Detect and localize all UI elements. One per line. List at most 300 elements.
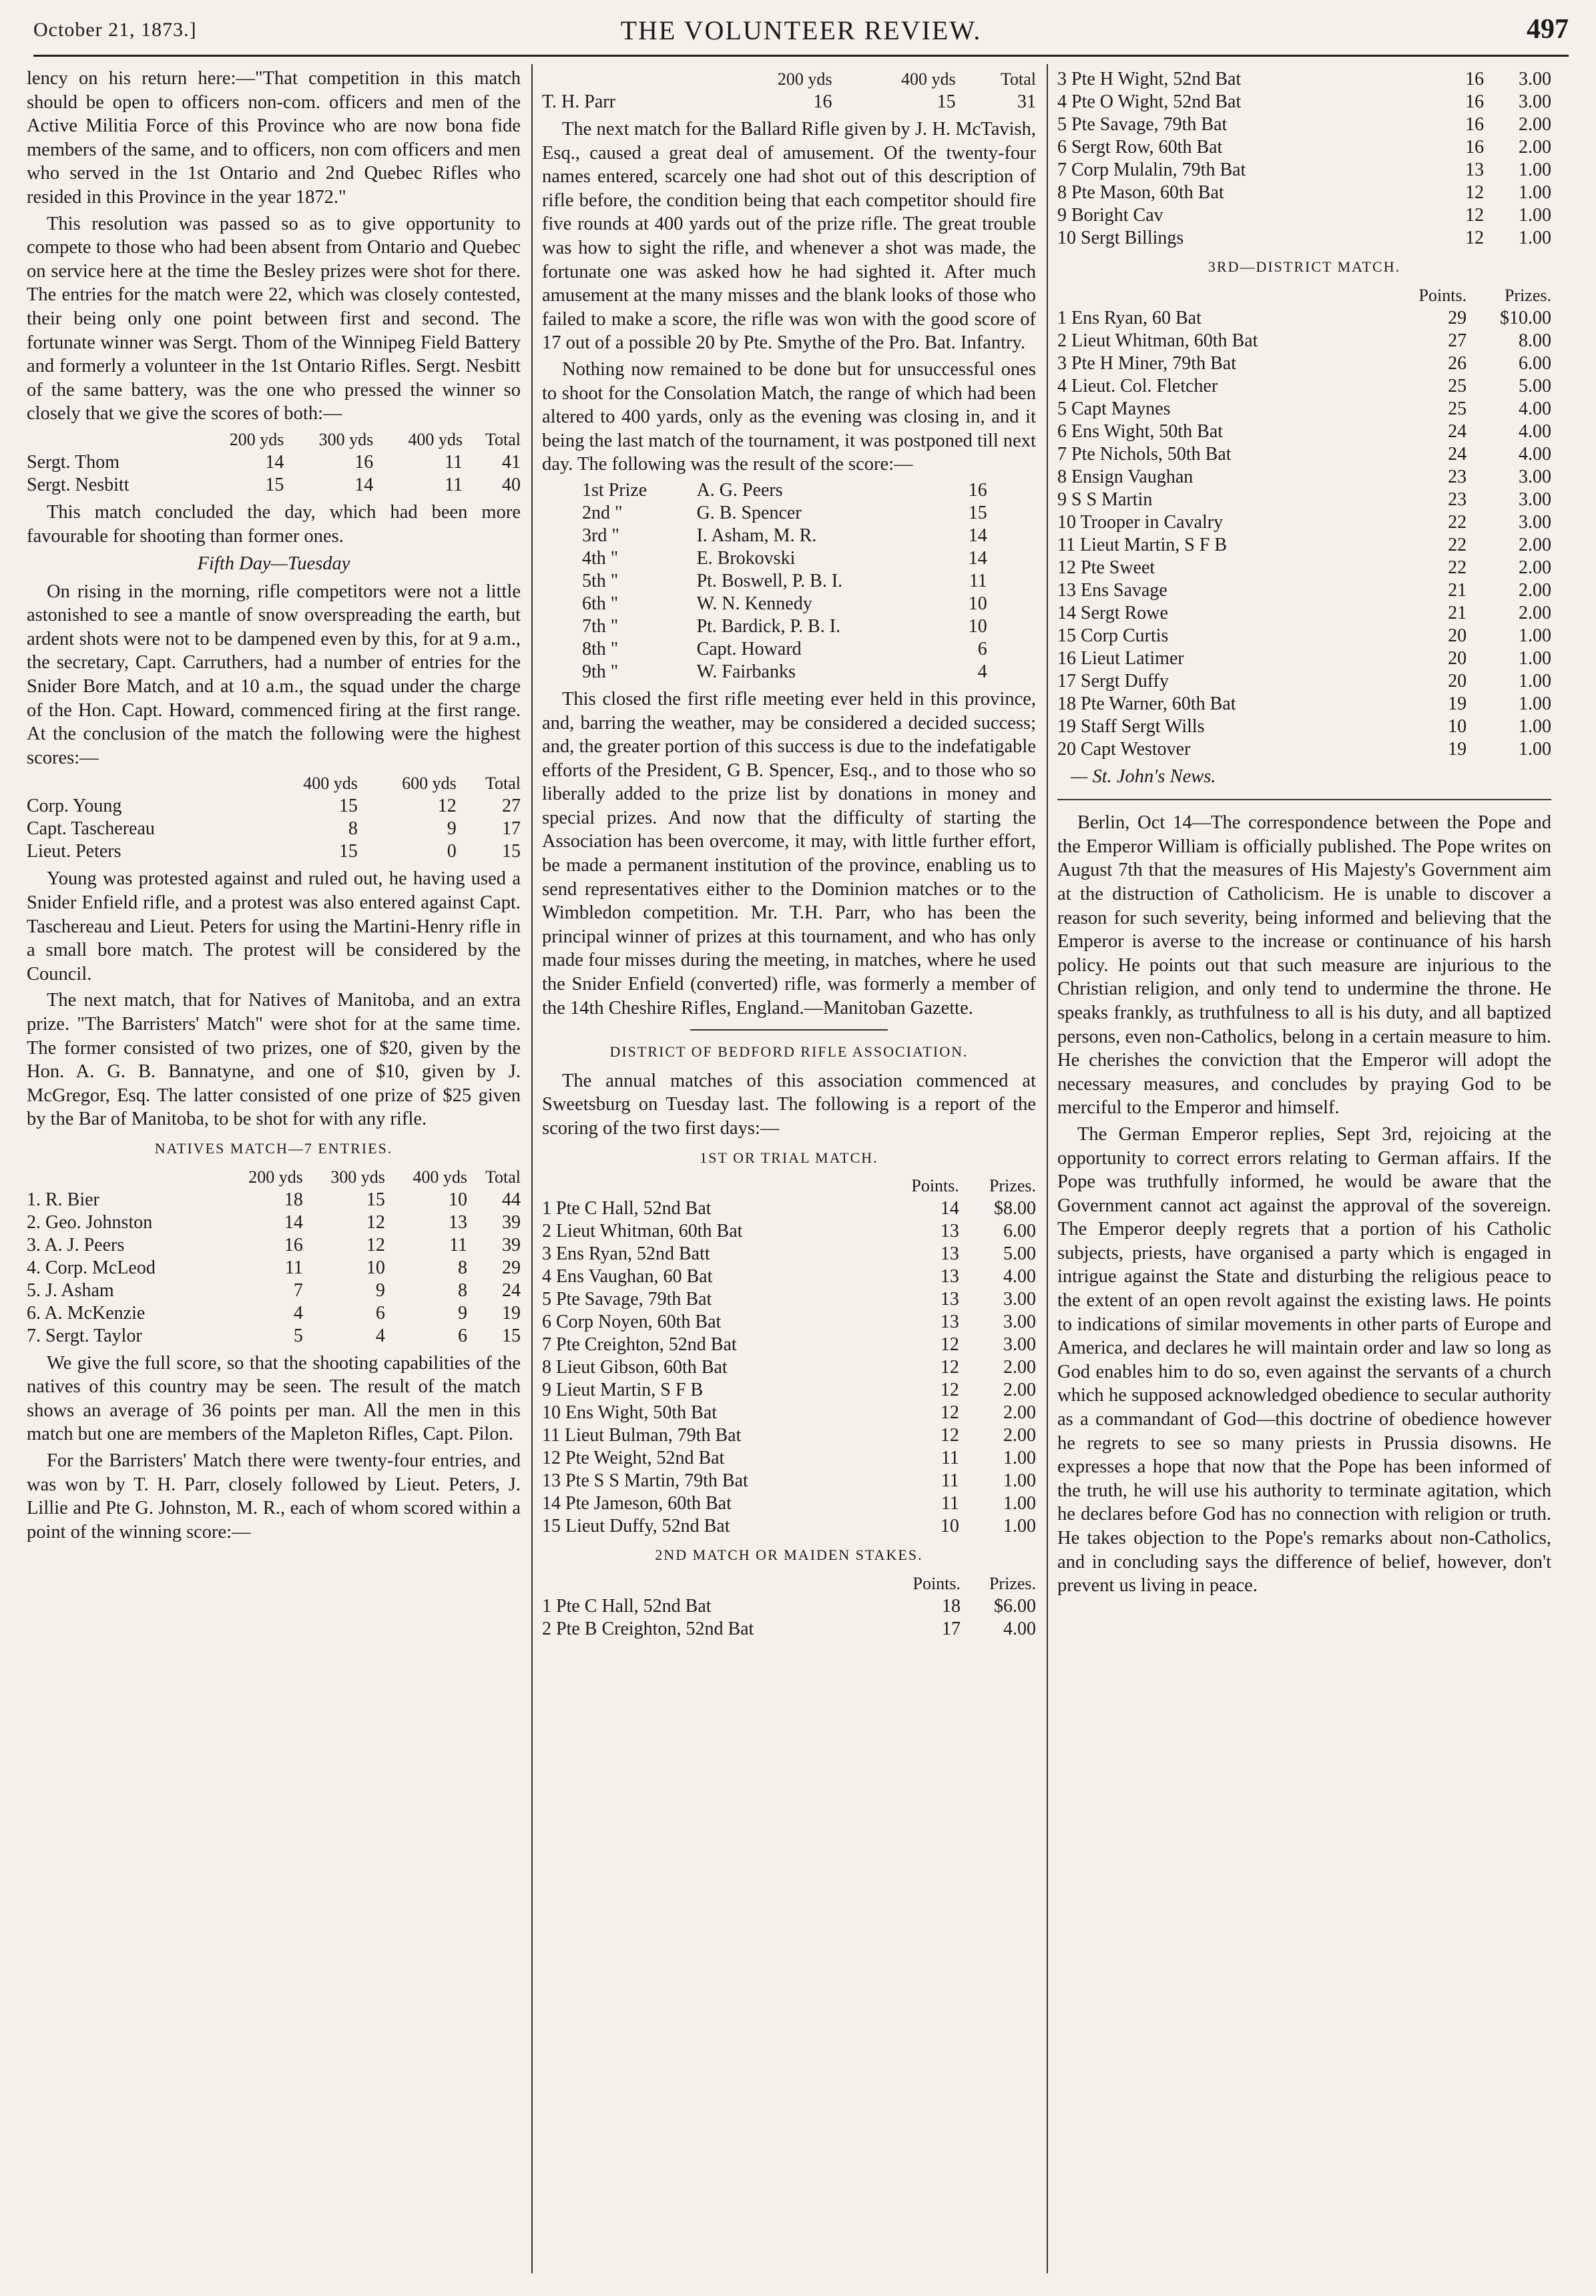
table-cell: 1.00 [1519, 205, 1551, 226]
table-cell: 9 [457, 1302, 467, 1324]
table-row [1057, 159, 1551, 182]
table-cell: 27 [502, 796, 521, 817]
table-cell: 6 Sergt Row, 60th Bat [1057, 137, 1223, 158]
table-row [542, 1243, 1036, 1265]
table-cell: 5 Capt Maynes [1057, 398, 1171, 419]
table-row [542, 1379, 1036, 1402]
table-cell: 12 [940, 1334, 959, 1356]
table-row [1057, 113, 1551, 136]
table-cell: A. G. Peers [696, 479, 783, 501]
table-cell: 9 [375, 1279, 385, 1301]
column-header: 200 yds [248, 1167, 303, 1187]
table-row [27, 795, 521, 818]
table-cell: 15 Corp Curtis [1057, 625, 1169, 646]
column-header: Prizes. [989, 1573, 1036, 1593]
table-cell: 29 [1448, 307, 1467, 328]
table-cell: 1.00 [1519, 182, 1551, 203]
table-cell: 4. Corp. McLeod [27, 1257, 156, 1278]
table-row [27, 1279, 521, 1302]
table-cell: 2.00 [1003, 1380, 1036, 1401]
column-header: 400 yds [303, 774, 358, 794]
table-cell: 3.00 [1003, 1334, 1036, 1356]
table-row [27, 1257, 521, 1279]
table-cell: 16 [354, 451, 374, 473]
section-heading: 2ND MATCH OR MAIDEN STAKES. [655, 1546, 923, 1564]
table-cell: 3.00 [1003, 1289, 1036, 1310]
table-cell: 40 [502, 474, 521, 495]
paragraph: For the Barristers' Match there were twenty-four entries, and was won by T. H. Parr, closely followed by Lieut. Peters, J. Lillie and Pte G. Johnston, M. R., each of whom scored within a point of the winning score:— [27, 1450, 521, 1542]
table-cell: 1.00 [1003, 1516, 1036, 1537]
table-cell: 4th " [582, 547, 619, 569]
table-cell: 1.00 [1519, 160, 1551, 180]
table-cell: 5 Pte Savage, 79th Bat [1057, 114, 1228, 135]
table-cell: 7th " [582, 615, 619, 637]
table-row [1057, 466, 1551, 489]
column-header: Points. [911, 1176, 959, 1196]
table-row [582, 570, 987, 593]
table-cell: 20 [1448, 625, 1467, 646]
table-cell: Sergt. Thom [27, 451, 119, 473]
table-cell: 1 Pte C Hall, 52nd Bat [542, 1595, 712, 1617]
table-cell: 20 [1448, 670, 1467, 691]
table-cell: 10 Ens Wight, 50th Bat [542, 1402, 718, 1424]
table-cell: 11 [941, 1448, 959, 1469]
table-cell: 1. R. Bier [27, 1189, 99, 1210]
table-cell: 18 [942, 1595, 961, 1617]
table-cell: 12 [1465, 228, 1485, 248]
table-cell: 6 Corp Noyen, 60th Bat [542, 1312, 722, 1333]
table-cell: 14 [968, 547, 987, 569]
table-row [1057, 307, 1551, 330]
table-cell: 26 [1448, 352, 1467, 374]
table-cell: 2.00 [1519, 137, 1551, 158]
table-cell: 14 Pte Jameson, 60th Bat [542, 1493, 732, 1514]
table-cell: 1.00 [1003, 1470, 1036, 1492]
column-header: 300 yds [318, 429, 374, 449]
table-cell: 3.00 [1519, 466, 1551, 487]
table-row [1057, 443, 1551, 466]
table-cell: 10 [1448, 715, 1467, 737]
table-cell: 3. A. J. Peers [27, 1234, 125, 1255]
table-row [542, 1515, 1036, 1538]
table-row [1057, 602, 1551, 625]
table-cell: 15 [502, 841, 521, 862]
table-row [1057, 715, 1551, 738]
paragraph: The next match for the Ballard Rifle given by J. H. McTavish, Esq., caused a great deal of amusement. Of the twenty-four names entered, scarcely one had shot out of this description of rifle before, the condition being that each competitor should fire five rounds at 400 yards out of the prize rifle. The great trouble was how to sight the rifle, and whenever a shot was made, the fortunate one was asked how he had sighted it. After much amusement at the many misses and the blank looks of those who failed to make a score, the rifle was won with the good score of 17 out of a possible 20 by Pte. Smythe of the Pro. Bat. Infantry. [542, 119, 1036, 354]
table-cell: 12 [940, 1380, 959, 1401]
table-cell: 6 Ens Wight, 50th Bat [1057, 420, 1224, 442]
table-row [542, 1288, 1036, 1311]
table-cell: 10 [968, 615, 987, 637]
table-cell: 13 [940, 1266, 959, 1287]
paragraph: The next match, that for Natives of Manitoba, and an extra prize. "The Barristers' Match" were shot for at the same time. The former consisted of two prizes, one of $20, given by the Hon. A. G. B. Bannatyne, and one of $10, given by J. McGregor, Esq. The latter consisted of one prize of $25 given by the Bar of Manitoba, to be shot for with any rifle. [27, 990, 521, 1130]
table-cell: 7 Pte Nichols, 50th Bat [1057, 443, 1232, 465]
table-row [542, 1595, 1036, 1618]
divider [1057, 799, 1551, 800]
table-cell: 1.00 [1003, 1448, 1036, 1469]
table-cell: 3.00 [1519, 69, 1551, 89]
table-cell: 12 [940, 1357, 959, 1378]
table-cell: 15 [338, 841, 358, 862]
table-cell: 3.00 [1519, 489, 1551, 510]
table-cell: 16 [1465, 91, 1485, 112]
table-cell: 15 [502, 1325, 521, 1346]
issue-date: October 21, 1873.] [33, 19, 197, 41]
table-cell: 20 [1448, 647, 1467, 669]
table-cell: 4.00 [1519, 398, 1551, 419]
table-cell: 2.00 [1519, 557, 1551, 578]
table-row [1057, 738, 1551, 761]
table-cell: 5th " [582, 570, 619, 591]
table-row [1057, 579, 1551, 602]
table-cell: Capt. Howard [696, 638, 802, 659]
table-cell: 15 [338, 796, 358, 817]
score-table-natives [27, 1166, 521, 1348]
table-cell: 2 Lieut Whitman, 60th Bat [542, 1221, 743, 1242]
table-row [1057, 330, 1551, 352]
table-cell: 7 Pte Creighton, 52nd Bat [542, 1334, 737, 1356]
table-cell: 3.00 [1519, 511, 1551, 533]
table-cell: 16 [284, 1234, 303, 1255]
table-cell: 4.00 [1003, 1266, 1036, 1287]
table-cell: 10 Trooper in Cavalry [1057, 511, 1224, 533]
table-cell: 44 [502, 1189, 521, 1210]
table-cell: 9 Boright Cav [1057, 205, 1163, 226]
table-row [1057, 625, 1551, 647]
table-cell: 16 [1465, 137, 1485, 158]
table-cell: 13 Pte S S Martin, 79th Bat [542, 1470, 748, 1492]
table-cell: 24 [1448, 443, 1467, 465]
table-cell: 1.00 [1519, 625, 1551, 646]
table-cell: 14 Sergt Rowe [1057, 602, 1168, 623]
table-cell: 2.00 [1519, 534, 1551, 555]
table-cell: 12 Pte Weight, 52nd Bat [542, 1448, 725, 1469]
table-cell: 17 [942, 1618, 961, 1639]
table-cell: 4.00 [1519, 443, 1551, 465]
table-row [582, 479, 987, 502]
table-cell: 13 Ens Savage [1057, 579, 1167, 601]
table-cell: 21 [1448, 579, 1467, 601]
table-row [27, 1302, 521, 1325]
score-table-barristers [542, 68, 1036, 113]
table-cell: 41 [502, 451, 521, 473]
table-row [27, 818, 521, 840]
column-header: Total [485, 774, 521, 794]
column-header: Points. [912, 1573, 961, 1593]
table-cell: 8th " [582, 638, 619, 659]
table-cell: 11 [445, 474, 463, 495]
table-cell: 8 [457, 1257, 467, 1278]
paragraph: The German Emperor replies, Sept 3rd, rejoicing at the opportunity to correct errors relating to German affairs. If the Pope was truthfully informed, he would be aware that the Government cannot act against the approval of the sovereign. The Emperor deeply regrets that a portion of his Catholic subjects, priests, have organised a party which is engaged in intrigue against the State and disturbing the religious peace to the extent of an open revolt against the existing laws. He points to indications of similar movements in other parts of Europe and America, and declares he will maintain order and law so long as God enables him to do so, even against the servants of a church which he supposed acknowledged obedience to secular authority as a commandant of God—this doctrine of obedience however he regrets to see so many priests in Prussia disowns. He expresses a hope that now that the Pope has been informed of the truth, he will use his authority to terminate agitation, which he declares before God has no connection with religion or truth. He takes objection to the Pope's remarks about non-Catholics, and in concluding says the difference of belief, however, don't prevent us living in peace. [1057, 1123, 1551, 1597]
table-row [1057, 182, 1551, 204]
table-cell: 1 Ens Ryan, 60 Bat [1057, 307, 1202, 328]
table-cell: 11 Lieut Bulman, 79th Bat [542, 1425, 742, 1446]
column-3 [1057, 67, 1551, 2289]
table-cell: 4.00 [1003, 1618, 1036, 1639]
table-row [1057, 375, 1551, 398]
table-cell: 7. Sergt. Taylor [27, 1325, 142, 1346]
table-cell: 4 Lieut. Col. Fletcher [1057, 375, 1218, 396]
table-row [1057, 204, 1551, 227]
table-row [1057, 398, 1551, 420]
table-cell: 1st Prize [582, 479, 647, 501]
table-row [1057, 420, 1551, 443]
table-row [1057, 511, 1551, 534]
table-row [27, 840, 521, 863]
table-cell: 9 [447, 818, 457, 840]
table-row [1057, 693, 1551, 715]
table-cell: 18 [284, 1189, 303, 1210]
paragraph: We give the full score, so that the shooting capabilities of the natives of this country may be seen. The result of the match shows an average of 36 points per man. All the men in this match but one are members of the Mapleton Rifles, Capt. Pilon. [27, 1352, 521, 1445]
table-cell: 9th " [582, 661, 619, 682]
table-cell: 1.00 [1519, 715, 1551, 737]
table-cell: $6.00 [994, 1595, 1036, 1617]
table-cell: 5.00 [1003, 1243, 1036, 1265]
table-cell: 3 Pte H Wight, 52nd Bat [1057, 69, 1242, 89]
column-header: 300 yds [330, 1167, 385, 1187]
table-cell: 2 Pte B Creighton, 52nd Bat [542, 1618, 754, 1639]
section-heading: Fifth Day—Tuesday [197, 553, 350, 575]
table-cell: 18 Pte Warner, 60th Bat [1057, 693, 1236, 714]
table-cell: 2.00 [1003, 1425, 1036, 1446]
table-cell: 6.00 [1519, 352, 1551, 374]
table-cell: Sergt. Nesbitt [27, 474, 129, 495]
paragraph: lency on his return here:—"That competition in this match should be open to officers non-com. officers and men of the Active Militia Force of this Province who are now bona fide members of the same, and to officers, non com officers and men who served in the 1st Ontario and 2nd Quebec Rifles who resided in this Province in the year 1872." [27, 68, 521, 208]
divider [690, 1029, 888, 1031]
table-cell: 10 Sergt Billings [1057, 228, 1184, 248]
paragraph: The annual matches of this association commenced at Sweetsburg on Tuesday last. The following is a report of the scoring of the two first days:— [542, 1070, 1036, 1139]
table-cell: $10.00 [1500, 307, 1551, 328]
table-cell: 5.00 [1519, 375, 1551, 396]
table-cell: 2.00 [1519, 114, 1551, 135]
table-row [542, 1334, 1036, 1356]
paragraph: Young was protested against and ruled out, he having used a Snider Enfield rifle, and a protest was also entered against Capt. Taschereau and Lieut. Peters for using the Martini-Henry rifle in a small bore match. The protest will be considered by the Council. [27, 868, 521, 984]
table-cell: 27 [1448, 330, 1467, 351]
table-row [1057, 534, 1551, 557]
table-row [542, 1424, 1036, 1447]
table-cell: 3 Ens Ryan, 52nd Batt [542, 1243, 710, 1265]
table-cell: 24 [1448, 420, 1467, 442]
table-cell: 11 [284, 1257, 303, 1278]
table-cell: 1.00 [1519, 670, 1551, 691]
table-cell: 8 Ensign Vaughan [1057, 466, 1193, 487]
table-cell: 21 [1448, 602, 1467, 623]
table-cell: 1 Pte C Hall, 52nd Bat [542, 1198, 712, 1219]
column-1 [27, 67, 521, 2289]
table-cell: 13 [1465, 160, 1485, 180]
table-cell: 16 Lieut Latimer [1057, 647, 1184, 669]
table-row [27, 1325, 521, 1348]
table-cell: 6. A. McKenzie [27, 1302, 146, 1324]
table-cell: 2nd " [582, 502, 623, 523]
table-cell: 4 [977, 661, 987, 682]
table-cell: W. N. Kennedy [696, 593, 812, 614]
table-cell: 19 [1448, 738, 1467, 760]
table-row [542, 1265, 1036, 1288]
table-row [582, 502, 987, 525]
table-cell: Corp. Young [27, 796, 122, 817]
table-cell: 39 [502, 1211, 521, 1233]
table-row [542, 91, 1036, 113]
column-header: Prizes. [989, 1176, 1036, 1196]
table-cell: W. Fairbanks [696, 661, 796, 682]
column-header: Points. [1418, 285, 1467, 305]
table-cell: 12 [1465, 205, 1485, 226]
table-cell: Pt. Boswell, P. B. I. [696, 570, 843, 591]
table-cell: 8 Pte Mason, 60th Bat [1057, 182, 1224, 203]
table-cell: 11 [941, 1470, 959, 1492]
column-divider [1047, 64, 1048, 2273]
table-cell: $8.00 [994, 1198, 1036, 1219]
column-header: 400 yds [901, 69, 956, 89]
table-cell: 9 S S Martin [1057, 489, 1153, 510]
page-number: 497 [1527, 14, 1569, 45]
table-cell: 5 Pte Savage, 79th Bat [542, 1289, 712, 1310]
publication-title: THE VOLUNTEER REVIEW. [620, 15, 982, 45]
table-row [1057, 557, 1551, 579]
header-rule [33, 55, 1569, 57]
column-divider [531, 64, 533, 2273]
table-cell: 10 [968, 593, 987, 614]
table-cell: 8.00 [1519, 330, 1551, 351]
table-cell: 17 Sergt Duffy [1057, 670, 1169, 691]
table-cell: 13 [940, 1312, 959, 1333]
table-cell: 15 [968, 502, 987, 523]
table-cell: 25 [1448, 375, 1467, 396]
score-table-maiden-stakes-cont [1057, 68, 1551, 250]
table-row [27, 474, 521, 497]
table-cell: I. Asham, M. R. [696, 525, 817, 546]
table-cell: 15 [937, 91, 956, 112]
table-cell: 14 [968, 525, 987, 546]
table-cell: 11 [445, 451, 463, 473]
table-row [27, 1211, 521, 1234]
table-cell: 7 Corp Mulalin, 79th Bat [1057, 160, 1246, 180]
table-cell: 19 Staff Sergt Wills [1057, 715, 1205, 737]
table-cell: 12 [1465, 182, 1485, 203]
table-cell: 6 [457, 1325, 467, 1346]
paragraph: This resolution was passed so as to give opportunity to compete to those who had been absent from Ontario and Quebec on service here at the time the Besley prizes were shot for there. The entries for the match were 22, which was closely contested, their being only one point between first and second. The fortunate winner was Sergt. Thom of the Winnipeg Field Battery and formerly a volunteer in the 1st Ontario Rifles. Sergt. Nesbitt of the same battery, was the one who pressed the winner so closely that we give the scores of both:— [27, 213, 521, 424]
table-cell: 14 [284, 1211, 303, 1233]
table-cell: 29 [502, 1257, 521, 1278]
table-row [1057, 489, 1551, 511]
column-header: 400 yds [408, 429, 463, 449]
table-cell: 22 [1448, 511, 1467, 533]
table-row [582, 615, 987, 638]
table-cell: 14 [354, 474, 374, 495]
table-cell: 4 Pte O Wight, 52nd Bat [1057, 91, 1242, 112]
table-cell: 16 [968, 479, 987, 501]
table-cell: 6 [977, 638, 987, 659]
paragraph: On rising in the morning, rifle competitors were not a little astonished to see a mantle of snow overspreading the earth, but ardent shots were not to be dampened even by this, for at 9 a.m., the secretary, Capt. Carruthers, had a number of entries for the Snider Bore Match, and at 10 a.m., the squad under the charge of the Hon. Capt. Howard, commenced firing at the first range. At the conclusion of the match the following were the highest scores:— [27, 581, 521, 768]
table-cell: 11 [969, 570, 987, 591]
section-heading: 1ST OR TRIAL MATCH. [700, 1149, 878, 1166]
table-cell: 3.00 [1519, 91, 1551, 112]
paragraph: Nothing now remained to be done but for unsuccessful ones to shoot for the Consolation Match, the range of which had been altered to 400 yards, only as the evening was closing in, and it being the last match of the tournament, it was postponed till next day. The following was the result of the score:— [542, 358, 1036, 475]
table-cell: 2.00 [1003, 1402, 1036, 1424]
table-cell: 12 [366, 1211, 385, 1233]
table-cell: 12 Pte Sweet [1057, 557, 1155, 578]
table-cell: 4 [375, 1325, 385, 1346]
table-cell: 11 Lieut Martin, S F B [1057, 534, 1228, 555]
table-cell: 12 [940, 1402, 959, 1424]
table-row [27, 1189, 521, 1211]
column-header: 200 yds [229, 429, 284, 449]
table-cell: 17 [502, 818, 521, 840]
table-cell: 4 [293, 1302, 303, 1324]
table-row [1057, 227, 1551, 250]
paragraph: This match concluded the day, which had been more favourable for shooting than former ones. [27, 501, 521, 547]
table-cell: 16 [1465, 114, 1485, 135]
table-cell: T. H. Parr [542, 91, 615, 112]
section-heading: NATIVES MATCH—7 ENTRIES. [154, 1139, 393, 1157]
table-row [582, 593, 987, 615]
table-cell: 1.00 [1003, 1493, 1036, 1514]
section-heading: DISTRICT OF BEDFORD RIFLE ASSOCIATION. [609, 1043, 969, 1061]
table-row [582, 661, 987, 683]
table-cell: 7 [293, 1279, 303, 1301]
table-cell: 5 [293, 1325, 303, 1346]
table-cell: 6.00 [1003, 1221, 1036, 1242]
column-header: Total [485, 429, 521, 449]
table-cell: 19 [502, 1302, 521, 1324]
section-heading: 3RD—DISTRICT MATCH. [1208, 258, 1401, 275]
table-row [542, 1402, 1036, 1424]
score-table-barristers-prelim [27, 428, 521, 497]
column-header: Prizes. [1504, 285, 1551, 305]
table-cell: 11 [449, 1234, 467, 1255]
table-row [542, 1618, 1036, 1641]
table-cell: 3.00 [1003, 1312, 1036, 1333]
table-cell: 22 [1448, 557, 1467, 578]
table-cell: 6th " [582, 593, 619, 614]
table-cell: 4.00 [1519, 420, 1551, 442]
score-table-consolation [582, 479, 987, 683]
table-cell: 24 [502, 1279, 521, 1301]
table-row [1057, 647, 1551, 670]
table-cell: 23 [1448, 489, 1467, 510]
table-cell: 2.00 [1519, 602, 1551, 623]
table-cell: 10 [448, 1189, 467, 1210]
table-cell: 20 Capt Westover [1057, 738, 1191, 760]
paragraph: This closed the first rifle meeting ever held in this province, and, barring the weather, may be considered a decided success; and, the greater portion of this success is due to the indefatigable efforts of the President, G B. Spencer, Esq., and to those who so liberally added to the prize list by donations in money and special prizes. And now that the difficulty of starting the Association has been overcome, it may, with little further effort, be made a permanent institution of the province, enabling us to send representatives either to the Dominion matches or to the Wimbledon competition. Mr. T.H. Parr, who has been the principal winner of prizes at this tournament, and who has only made four misses during the meeting, in matches, where he used the Snider Enfield (converted) rifle, was formerly a member of the 14th Cheshire Rifles, England.—Manitoban Gazette. [542, 688, 1036, 1019]
table-cell: 1.00 [1519, 647, 1551, 669]
table-cell: 9 Lieut Martin, S F B [542, 1380, 704, 1401]
table-cell: 13 [940, 1289, 959, 1310]
column-header: 600 yds [402, 774, 457, 794]
table-row [1057, 352, 1551, 375]
table-cell: 0 [447, 841, 457, 862]
table-cell: 15 [366, 1189, 385, 1210]
table-cell: 8 Lieut Gibson, 60th Bat [542, 1357, 728, 1378]
table-cell: 10 [940, 1516, 959, 1537]
score-table-district-match [1057, 284, 1551, 761]
column-header: 200 yds [777, 69, 832, 89]
table-cell: 6 [375, 1302, 385, 1324]
table-cell: 22 [1448, 534, 1467, 555]
table-row [582, 525, 987, 547]
table-cell: 3 Pte H Miner, 79th Bat [1057, 352, 1236, 374]
table-row [542, 1220, 1036, 1243]
table-row [582, 547, 987, 570]
source-credit: — St. John's News. [1071, 766, 1216, 787]
table-cell: 12 [940, 1425, 959, 1446]
table-cell: 16 [813, 91, 832, 112]
column-header: Total [1000, 69, 1036, 89]
table-row [542, 1356, 1036, 1379]
table-cell: 39 [502, 1234, 521, 1255]
table-row [582, 638, 987, 661]
